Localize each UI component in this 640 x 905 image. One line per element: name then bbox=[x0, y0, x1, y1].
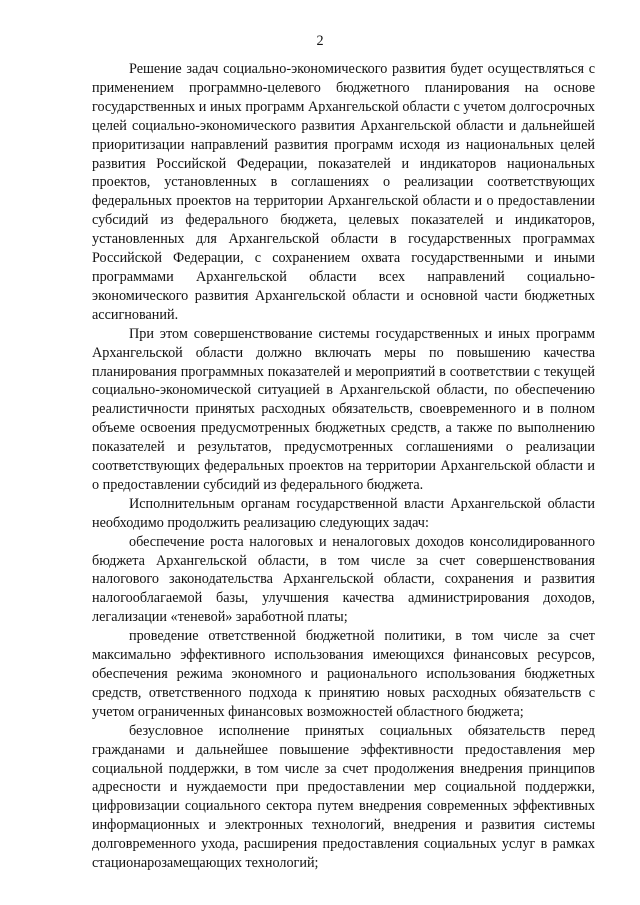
paragraph-program-budgeting: Решение задач социально-экономического развития будет осуществляться с применением программно-целевого бюджетного планирования на основе государственных и иных программ Архангельской области с учетом долгосрочных целей социально-экономического развития Архангельской области и дальнейшей приоритизации направлений развития программ исходя из национальных целей развития Российской Федерации, показателей и индикаторов национальных проектов, установленных в соглашениях о реализации соответствующих федеральных проектов на территории Архангельской области и о предоставлении субсидий из федерального бюджета, целевых показателей и индикаторов, установленных для Архангельской области в государственных программах Российской Федерации, с сохранением охвата государственными и иными программами Архангельской области всех направлений социально-экономического развития Архангельской области и основной части бюджетных ассигнований. bbox=[92, 61, 595, 323]
paragraph-tasks-intro: Исполнительным органам государственной власти Архангельской области необходимо продолжить реализацию следующих задач: bbox=[92, 495, 595, 531]
paragraph-task-revenue-growth: обеспечение роста налоговых и неналоговых доходов консолидированного бюджета Архангельской области, в том числе за счет совершенствования налогового законодательства Архангельской области, сохранения и развития налогооблагаемой базы, улучшения качества администрирования доходов, легализации «теневой» заработной платы; bbox=[92, 533, 595, 626]
paragraph-task-budget-policy: проведение ответственной бюджетной политики, в том числе за счет максимально эффективного использования имеющихся финансовых ресурсов, обеспечения режима экономного и рационального использования бюджетных средств, ответственного подхода к принятию новых расходных обязательств с учетом ограниченных финансовых возможностей областного бюджета; bbox=[92, 628, 595, 720]
page-number: 2 bbox=[316, 33, 324, 49]
document-body bbox=[92, 60, 595, 873]
paragraph-program-improvement: При этом совершенствование системы государственных и иных программ Архангельской области должно включать меры по повышению качества планирования программных показателей и мероприятий в соответствии с текущей социально-экономической ситуацией в Архангельской области, по обеспечению реалистичности принятых расходных обязательств, своевременного и в полном объеме освоения предусмотренных бюджетных средств, а также по выполнению показателей и результатов, предусмотренных соглашениями о реализации соответствующих федеральных проектов на территории Архангельской области и о предоставлении субсидий из федерального бюджета. bbox=[92, 325, 595, 493]
paragraph-task-social-obligations: безусловное исполнение принятых социальных обязательств перед гражданами и дальнейшее повышение эффективности предоставления мер социальной поддержки, в том числе за счет продолжения внедрения принципов адресности и нуждаемости при предоставлении мер социальной поддержки, цифровизации социального сектора путем внедрения современных эффективных информационных и электронных технологий, внедрения и развития системы долговременного ухода, расширения предоставления социальных услуг в рамках стационарозамещающих технологий; bbox=[92, 722, 595, 872]
